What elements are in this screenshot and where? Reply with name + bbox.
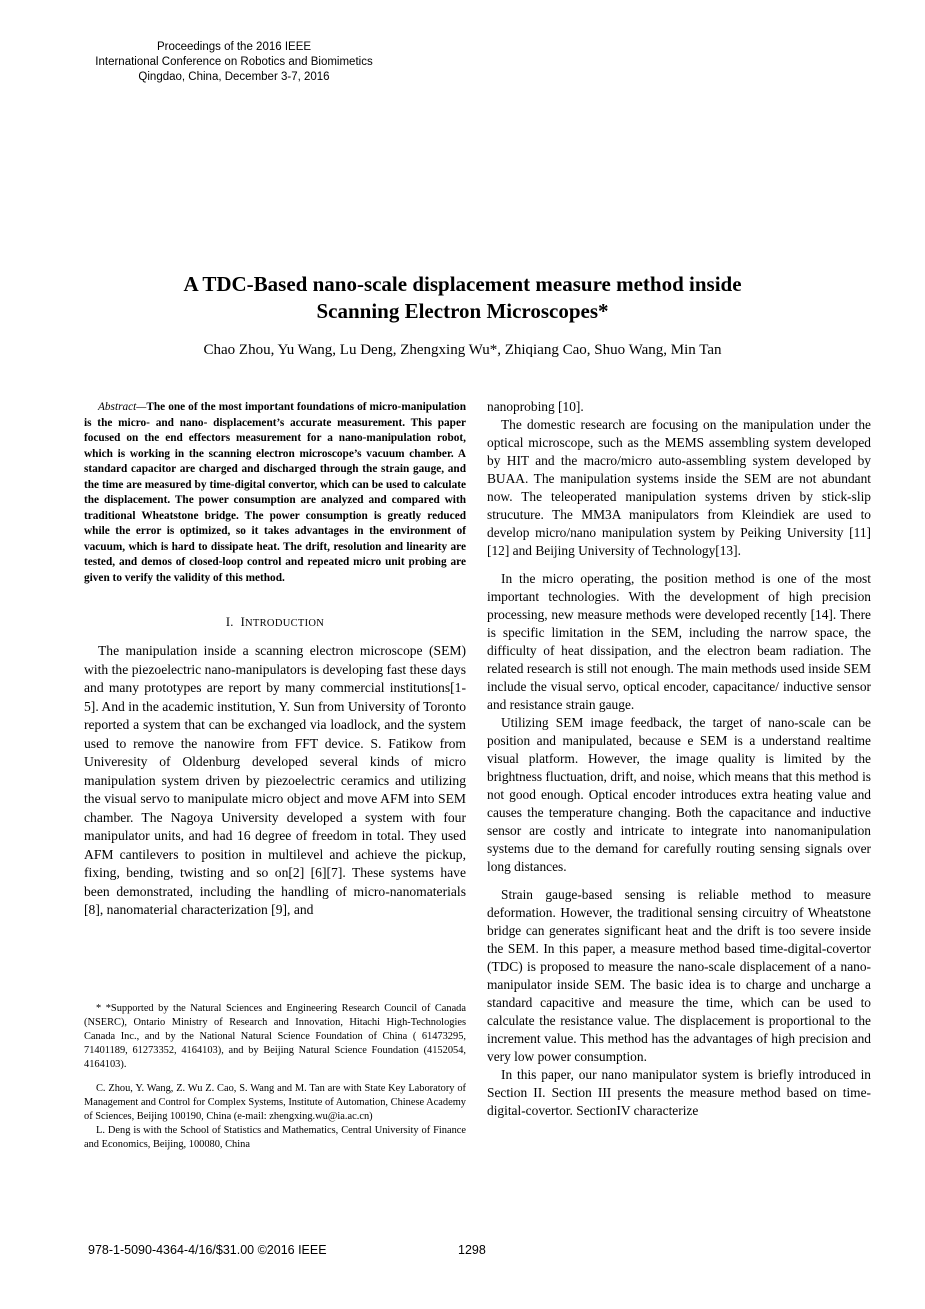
title-line-1: A TDC-Based nano-scale displacement measure method inside [183, 272, 742, 296]
author-list: Chao Zhou, Yu Wang, Lu Deng, Zhengxing Wu*, Zhiqiang Cao, Shuo Wang, Min Tan [203, 342, 722, 358]
left-column [84, 400, 466, 920]
conference-line: International Conference on Robotics and Biomimetics [95, 56, 373, 68]
conference-line: Qingdao, China, December 3-7, 2016 [138, 71, 330, 83]
body-paragraph: In the micro operating, the position method is one of the most important technologies. With the development of high precision processing, new measure methods were developed recently [14]. There is specific limitation in the SEM, including the narrow space, the difficulty of heat dissipation, and the electron beam radiation. The related research is still not enough. The main methods used inside SEM include the visual servo, optical encoder, capacitance/ inductive sensor and resistance strain gauge. [487, 571, 871, 712]
right-column [487, 398, 871, 1120]
footnote-funding: * *Supported by the Natural Sciences and Engineering Research Council of Canada (NSERC), Ontario Ministry of Research and Innovation, Hitachi High-Technologies Canada Inc., and by the National Natural Science Foundation of China ( 61473295, 71401189, 61273352, 4164103), and by Beijing Natural Science Foundation (4152054, 4164103). [84, 1003, 466, 1070]
abstract [84, 400, 466, 586]
title-line-2: Scanning Electron Microscopes* [316, 299, 609, 323]
copyright-footer: 978-1-5090-4364-4/16/$31.00 ©2016 IEEE [88, 1243, 327, 1257]
abstract-text: The one of the most important foundations of micro-manipulation is the micro- and nano- displacement’s accurate measurement. This paper focused on the end effectors measurement for a nano-manipulation robot, which is working in the scanning electron microscope’s vacuum chamber. A standard capacitor are charged and discharged through the strain gauge, and the time are measured by time-digital convertor, which can be used to calculate the displacement. The power consumption are analyzed and compared with traditional Wheatstone bridge. The power consumption is greatly reduced while the error is optimized, so it takes advantages in the environment of vacuum, which is hard to dissipate heat. The drift, resolution and linearity are tested, and demos of closed-loop control and repeated micro unit probing are given to verify the validity of this method. [84, 401, 466, 584]
section-heading-introduction [84, 615, 466, 630]
footnote-affiliation: C. Zhou, Y. Wang, Z. Wu Z. Cao, S. Wang and M. Tan are with State Key Laboratory of Management and Control for Complex Systems, Institute of Automation, Chinese Academy of Sciences, Beijing 100190, China (e-mail: zhengxing.wu@ia.ac.cn) [84, 1083, 466, 1122]
body-paragraph: The domestic research are focusing on the manipulation under the optical microscope, such as the MEMS assembling system developed by HIT and the macro/micro auto-assembling system developed by BUAA. The manipulation systems inside the SEM are not abundant now. The teleoperated manipulation systems driven by stick-slip strucuture. The MM3A manipulators from Kleindiek are used to develop micro/nano manipulation system by Peiking University [11][12] and Beijing University of Technology[13]. [487, 417, 871, 558]
section-title-rest: NTRODUCTION [245, 618, 325, 629]
body-paragraph: Strain gauge-based sensing is reliable method to measure deformation. However, the traditional sensing circuitry of Wheatstone bridge can generates significant heat and the drift is too severe inside the SEM. In this paper, a measure method based time-digital-covertor (TDC) is proposed to measure the nano-scale displacement of a nano-manipulator inside SEM. The basic idea is to charge and uncharge a standard capacitive and measure the time, which can be used to calculate the resistance value. The displacement is proportional to the increment value. This method has the advantages of high precision and very low power consumption. [487, 887, 871, 1064]
conference-header [84, 40, 384, 85]
paper-title [60, 271, 865, 325]
abstract-lead: Abstract— [98, 401, 147, 413]
conference-line: Proceedings of the 2016 IEEE [156, 41, 312, 53]
body-paragraph: Utilizing SEM image feedback, the target of nano-scale can be position and manipulated, because e SEM is a understand realtime visual platform. However, the image quality is limited by the brightness fluctuation, drift, and noise, which means that this method is not good enough. Optical encoder introduces extra heating value and causes the temperature changing. Both the capacitance and inductive sensor are costly and intricate to integrate into nanomanipulation systems due to the demand for carefully routing sensing signals over long distances. [487, 715, 871, 874]
body-paragraph: The manipulation inside a scanning electron microscope (SEM) with the piezoelectric nano-manipulators is developing fast these days and many prototypes are report by many commercial institutions[1-5]. And in the academic institution, Y. Sun from University of Toronto reported a system that can be exchanged via loadlock, and the system used to remove the nanowire from FFT device. S. Fatikow from Univeresity of Oldenburg developed several kinds of micro manipulation system driven by piezoelectric ceramics and utilizing the visual servo to manipulate micro object and move AFM into SEM chamber. The Nagoya University developed a system with four manipulator units, and had 16 degree of freedom in total. They used AFM cantilevers to position in multilevel and achieve the pickup, fixing, bending, twisting and so on[2] [6][7]. These systems have been demonstrated, including the handling of micro-nanomaterials [8], nanomaterial characterization [9], and [84, 643, 466, 917]
body-paragraph: In this paper, our nano manipulator system is briefly introduced in Section II. Section III presents the measure method based on time-digital-covertor. SectionIV characterize [487, 1067, 871, 1118]
section-title-initial: I [240, 615, 246, 629]
footnotes [84, 1002, 466, 1152]
page-number: 1298 [458, 1243, 486, 1257]
section-number: I. [225, 615, 234, 629]
footnote-affiliation-2: L. Deng is with the School of Statistics and Mathematics, Central University of Finance and Economics, Beijing, 100080, China [84, 1125, 466, 1150]
body-paragraph: nanoprobing [10]. [487, 399, 584, 414]
